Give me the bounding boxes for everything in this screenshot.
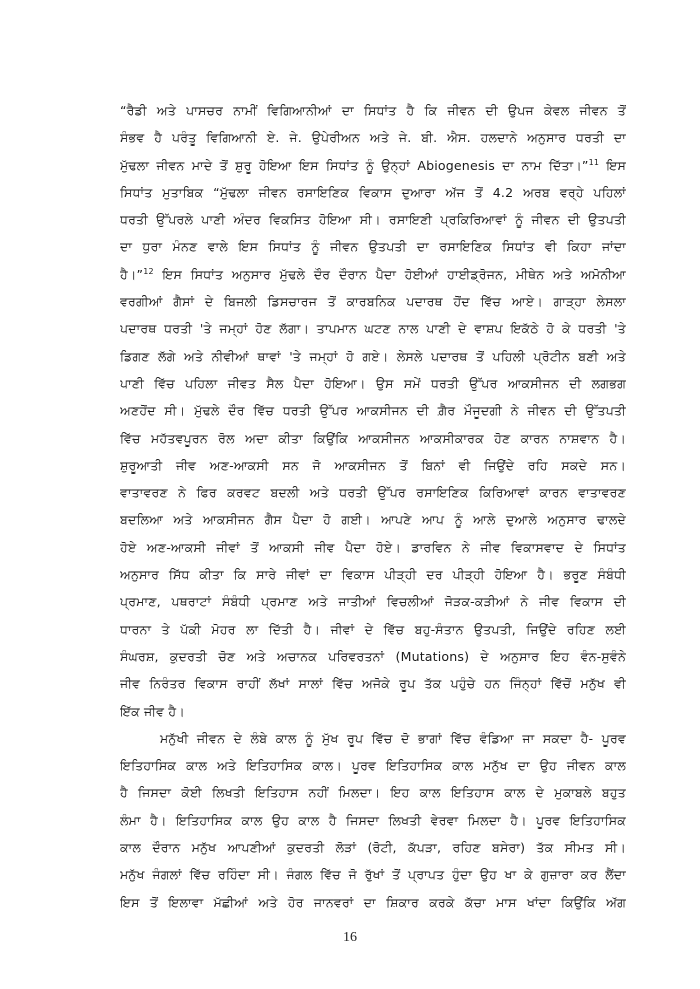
text-line — [120, 179, 626, 206]
line-text: ਅਣਹੋਂਦ ਸੀ। ਮੁੱਢਲੇ ਦੌਰ ਵਿੱਚ ਧਰਤੀ ਉੱਪਰ ਆਕਸੀਜਨ ਦੀ ਗ਼ੈਰ ਮੌਜੂਦਗੀ ਨੇ ਜੀਵਨ ਦੀ ਉੱਤਪਤੀ — [120, 403, 626, 419]
footnote-marker: 12 — [143, 266, 154, 276]
line-text: ਪ੍ਰਮਾਣ, ਪਥਰਾਟਾਂ ਸੰਬੰਧੀ ਪ੍ਰਮਾਣ ਅਤੇ ਜਾਤੀਆਂ ਵਿਚਲੀਆਂ ਜੋੜਕ-ਕੜੀਆਂ ਨੇ ਜੀਵ ਵਿਕਾਸ ਦੀ — [120, 594, 626, 610]
text-line — [120, 233, 626, 260]
text-line — [120, 315, 626, 342]
text-line — [120, 97, 626, 124]
text-line — [120, 152, 626, 179]
text-line — [120, 534, 626, 561]
line-text: ਧਾਰਨਾ ਤੇ ਪੱਕੀ ਮੋਹਰ ਲਾ ਦਿੱਤੀ ਹੈ। ਜੀਵਾਂ ਦੇ ਵਿੱਚ ਬਹੁ-ਸੰਤਾਨ ਉਤਪਤੀ, ਜਿਉਂਦੇ ਰਹਿਣ ਲਈ — [120, 621, 626, 637]
line-text: ਸੰਘਰਸ਼, ਕੁਦਰਤੀ ਚੋਣ ਅਤੇ ਅਚਾਨਕ ਪਰਿਵਰਤਨਾਂ (Mutations) ਦੇ ਅਨੁਸਾਰ ਇਹ ਵੰਨ-ਸੁਵੰਨੇ — [120, 648, 626, 664]
text-line — [120, 288, 626, 315]
paragraph-1 — [120, 97, 626, 725]
line-text: ਧਰਤੀ ਉੱਪਰਲੇ ਪਾਣੀ ਅੰਦਰ ਵਿਕਸਿਤ ਹੋਇਆ ਸੀ। ਰਸਾਇਣੀ ਪ੍ਰਕਿਰਿਆਵਾਂ ਨੂੰ ਜੀਵਨ ਦੀ ਉਤਪਤੀ — [120, 212, 626, 228]
line-text: ਹੈ ਜਿਸਦਾ ਕੋਈ ਲਿਖਤੀ ਇਤਿਹਾਸ ਨਹੀਂ ਮਿਲਦਾ। ਇਹ ਕਾਲ ਇਤਿਹਾਸ ਕਾਲ ਦੇ ਮੁਕਾਬਲੇ ਬਹੁਤ — [120, 785, 626, 801]
text-line — [120, 370, 626, 397]
text-line — [120, 397, 626, 424]
text-line — [120, 834, 626, 861]
text-line — [120, 206, 626, 233]
text-line — [120, 752, 626, 779]
line-text: ਮਨੁੱਖ ਜੰਗਲਾਂ ਵਿੱਚ ਰਹਿੰਦਾ ਸੀ। ਜੰਗਲ ਵਿੱਚ ਜੋ ਰੁੱਖਾਂ ਤੋਂ ਪ੍ਰਾਪਤ ਹੁੰਦਾ ਉਹ ਖਾ ਕੇ ਗੁਜ਼ਾਰਾ ਕਰ ਲੈਂਦਾ — [120, 867, 626, 883]
text-line — [120, 479, 626, 506]
text-line — [120, 506, 626, 533]
body-text — [120, 97, 626, 916]
line-text: ਅਨੁਸਾਰ ਸਿੱਧ ਕੀਤਾ ਕਿ ਸਾਰੇ ਜੀਵਾਂ ਦਾ ਵਿਕਾਸ ਪੀੜ੍ਹੀ ਦਰ ਪੀੜ੍ਹੀ ਹੋਇਆ ਹੈ। ਭਰੂਣ ਸੰਬੰਧੀ — [120, 567, 626, 583]
line-text: ਇਸ ਸਿਧਾਂਤ ਅਨੁਸਾਰ ਮੁੱਢਲੇ ਦੌਰ ਦੌਰਾਨ ਪੈਦਾ ਹੋਈਆਂ ਹਾਈਡ੍ਰੋਜਨ, ਮੀਥੇਨ ਅਤੇ ਅਮੋਨੀਆ — [153, 266, 626, 282]
line-text: ਹੋਏ ਅਣ-ਆਕਸੀ ਜੀਵਾਂ ਤੋਂ ਆਕਸੀ ਜੀਵ ਪੈਦਾ ਹੋਏ। ਡਾਰਵਿਨ ਨੇ ਜੀਵ ਵਿਕਾਸਵਾਦ ਦੇ ਸਿਧਾਂਤ — [120, 539, 626, 555]
line-text: ਡਿਗਣ ਲੱਗੇ ਅਤੇ ਨੀਵੀਆਂ ਥਾਵਾਂ 'ਤੇ ਜਮ੍ਹਾਂ ਹੋ ਗਏ। ਲੇਸਲੇ ਪਦਾਰਥ ਤੋਂ ਪਹਿਲੀ ਪ੍ਰੋਟੀਨ ਬਣੀ ਅਤੇ — [120, 348, 626, 364]
line-text: ਇਸ — [599, 157, 626, 173]
text-line — [120, 779, 626, 806]
line-text: ਇਸ ਤੋਂ ਇਲਾਵਾ ਮੱਛੀਆਂ ਅਤੇ ਹੋਰ ਜਾਨਵਰਾਂ ਦਾ ਸ਼ਿਕਾਰ ਕਰਕੇ ਕੱਚਾ ਮਾਸ ਖਾਂਦਾ ਕਿਉਂਕਿ ਅੱਗ — [120, 894, 626, 910]
text-line — [120, 670, 626, 697]
text-line — [120, 343, 626, 370]
line-text: ਪਾਣੀ ਵਿੱਚ ਪਹਿਲਾ ਜੀਵਤ ਸੈਲ ਪੈਦਾ ਹੋਇਆ। ਉਸ ਸਮੇਂ ਧਰਤੀ ਉੱਪਰ ਆਕਸੀਜਨ ਦੀ ਲਗਭਗ — [120, 375, 626, 391]
text-line — [120, 643, 626, 670]
text-line — [120, 452, 626, 479]
line-text: ਵਰਗੀਆਂ ਗੈਸਾਂ ਦੇ ਬਿਜਲੀ ਡਿਸਚਾਰਜ ਤੋਂ ਕਾਰਬਨਿਕ ਪਦਾਰਥ ਹੋਂਦ ਵਿੱਚ ਆਏ। ਗਾੜ੍ਹਾ ਲੇਸਲਾ — [120, 294, 626, 310]
text-line — [120, 425, 626, 452]
paragraph-2 — [120, 725, 626, 916]
text-line — [120, 698, 626, 725]
line-text: ਇੱਕ ਜੀਵ ਹੈ। — [120, 703, 185, 719]
text-line — [120, 807, 626, 834]
text-line — [120, 725, 626, 752]
text-line — [120, 261, 626, 288]
text-line — [120, 889, 626, 916]
footnote-marker: 11 — [588, 157, 600, 167]
line-text: ਮਨੁੱਖੀ ਜੀਵਨ ਦੇ ਲੰਬੇ ਕਾਲ ਨੂੰ ਮੁੱਖ ਰੂਪ ਵਿੱਚ ਦੋ ਭਾਗਾਂ ਵਿੱਚ ਵੰਡਿਆ ਜਾ ਸਕਦਾ ਹੈ- ਪੂਰਵ — [160, 730, 626, 746]
line-text: ਜੀਵ ਨਿਰੰਤਰ ਵਿਕਾਸ ਰਾਹੀਂ ਲੱਖਾਂ ਸਾਲਾਂ ਵਿੱਚ ਅਜੋਕੇ ਰੂਪ ਤੱਕ ਪਹੁੰਚੇ ਹਨ ਜਿੰਨ੍ਹਾਂ ਵਿੱਚੋਂ ਮਨੁੱਖ ਵੀ — [120, 676, 626, 692]
line-text: “ਰੈਡੀ ਅਤੇ ਪਾਸਚਰ ਨਾਮੀਂ ਵਿਗਿਆਨੀਆਂ ਦਾ ਸਿਧਾਂਤ ਹੈ ਕਿ ਜੀਵਨ ਦੀ ਉਪਜ ਕੇਵਲ ਜੀਵਨ ਤੋਂ — [120, 103, 626, 118]
line-text: ਹੈ।” — [120, 266, 144, 282]
line-text: ਇਤਿਹਾਸਿਕ ਕਾਲ ਅਤੇ ਇਤਿਹਾਸਿਕ ਕਾਲ। ਪੂਰਵ ਇਤਿਹਾਸਿਕ ਕਾਲ ਮਨੁੱਖ ਦਾ ਉਹ ਜੀਵਨ ਕਾਲ — [120, 758, 626, 774]
page-number: 16 — [343, 930, 357, 945]
line-text: ਪਦਾਰਥ ਧਰਤੀ 'ਤੇ ਜਮ੍ਹਾਂ ਹੋਣ ਲੱਗਾ। ਤਾਪਮਾਨ ਘਟਣ ਨਾਲ ਪਾਣੀ ਦੇ ਵਾਸ਼ਪ ਇਕੱਠੇ ਹੋ ਕੇ ਧਰਤੀ 'ਤੇ — [120, 321, 626, 337]
text-line — [120, 588, 626, 615]
line-text: ਸਿਧਾਂਤ ਮੁਤਾਬਿਕ “ਮੁੱਢਲਾ ਜੀਵਨ ਰਸਾਇਣਿਕ ਵਿਕਾਸ ਦੁਆਰਾ ਅੱਜ ਤੋਂ 4.2 ਅਰਬ ਵਰ੍ਹੇ ਪਹਿਲਾਂ — [120, 184, 626, 200]
line-text: ਵਿੱਚ ਮਹੱਤਵਪੂਰਨ ਰੋਲ ਅਦਾ ਕੀਤਾ ਕਿਉਂਕਿ ਆਕਸੀਜਨ ਆਕਸੀਕਾਰਕ ਹੋਣ ਕਾਰਨ ਨਾਸ਼ਵਾਨ ਹੈ। — [120, 430, 626, 446]
line-text: ਬਦਲਿਆ ਅਤੇ ਆਕਸੀਜਨ ਗੈਸ ਪੈਦਾ ਹੋ ਗਈ। ਆਪਣੇ ਆਪ ਨੂੰ ਆਲੇ ਦੁਆਲੇ ਅਨੁਸਾਰ ਢਾਲਦੇ — [120, 512, 626, 528]
line-text: ਸੰਭਵ ਹੈ ਪਰੰਤੂ ਵਿਗਿਆਨੀ ਏ. ਜੇ. ਉਪੇਰੀਅਨ ਅਤੇ ਜੇ. ਬੀ. ਐਸ. ਹਲਦਾਨੇ ਅਨੁਸਾਰ ਧਰਤੀ ਦਾ — [120, 130, 626, 146]
text-line — [120, 561, 626, 588]
text-line — [120, 124, 626, 151]
line-text: ਸ਼ੁਰੂਆਤੀ ਜੀਵ ਅਣ-ਆਕਸੀ ਸਨ ਜੋ ਆਕਸੀਜਨ ਤੋਂ ਬਿਨਾਂ ਵੀ ਜਿਉਂਦੇ ਰਹਿ ਸਕਦੇ ਸਨ। — [120, 457, 626, 473]
line-text: ਲੰਮਾ ਹੈ। ਇਤਿਹਾਸਿਕ ਕਾਲ ਉਹ ਕਾਲ ਹੈ ਜਿਸਦਾ ਲਿਖਤੀ ਵੇਰਵਾ ਮਿਲਦਾ ਹੈ। ਪੂਰਵ ਇਤਿਹਾਸਿਕ — [120, 812, 626, 828]
line-text: ਦਾ ਧੁਰਾ ਮੰਨਣ ਵਾਲੇ ਇਸ ਸਿਧਾਂਤ ਨੂੰ ਜੀਵਨ ਉਤਪਤੀ ਦਾ ਰਸਾਇਣਿਕ ਸਿਧਾਂਤ ਵੀ ਕਿਹਾ ਜਾਂਦਾ — [120, 239, 626, 255]
text-line — [120, 616, 626, 643]
line-text: ਵਾਤਾਵਰਣ ਨੇ ਫਿਰ ਕਰਵਟ ਬਦਲੀ ਅਤੇ ਧਰਤੀ ਉੱਪਰ ਰਸਾਇਣਿਕ ਕਿਰਿਆਵਾਂ ਕਾਰਨ ਵਾਤਾਵਰਣ — [120, 485, 626, 501]
line-text: ਮੁੱਢਲਾ ਜੀਵਨ ਮਾਦੇ ਤੋਂ ਸ਼ੁਰੂ ਹੋਇਆ ਇਸ ਸਿਧਾਂਤ ਨੂੰ ਉਨ੍ਹਾਂ Abiogenesis ਦਾ ਨਾਮ ਦਿੱਤਾ।” — [120, 157, 589, 173]
line-text: ਕਾਲ ਦੌਰਾਨ ਮਨੁੱਖ ਆਪਣੀਆਂ ਕੁਦਰਤੀ ਲੋੜਾਂ (ਰੋਟੀ, ਕੱਪੜਾ, ਰਹਿਣ ਬਸੇਰਾ) ਤੱਕ ਸੀਮਤ ਸੀ। — [120, 840, 626, 856]
text-line — [120, 861, 626, 888]
